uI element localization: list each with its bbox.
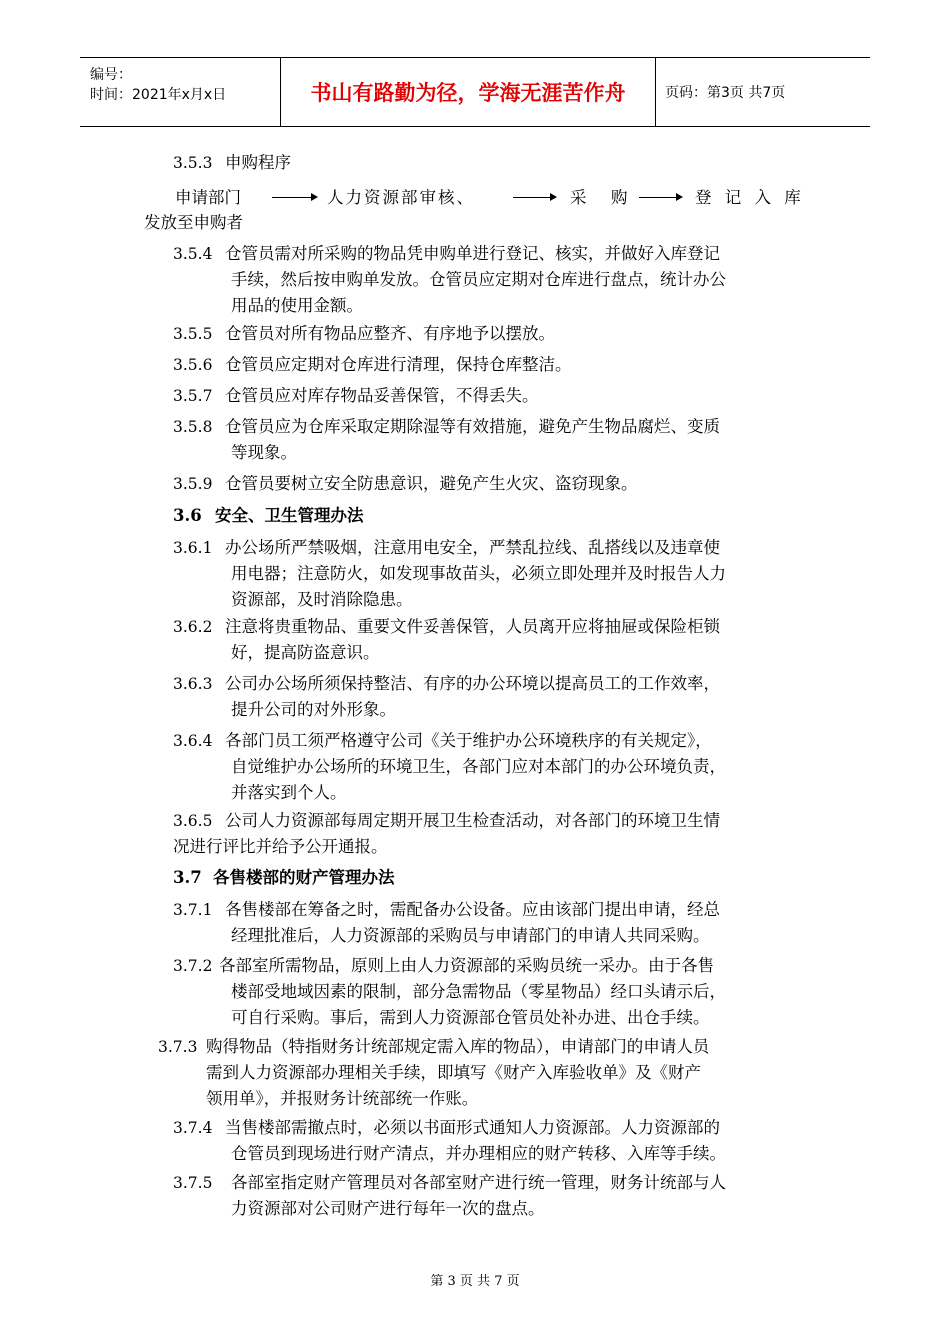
clause-number: 3.5.4 <box>173 245 213 263</box>
flow-step-hr-review: 人力资源部审核、 <box>327 188 475 207</box>
clause-number: 3.6.3 <box>173 675 213 693</box>
clause-3-5-3 <box>173 150 291 176</box>
section-number: 3.7 <box>173 868 202 887</box>
clause-3-5-8-line1 <box>173 414 720 440</box>
clause-number: 3.7.5 <box>173 1174 213 1192</box>
clause-number: 3.5.3 <box>173 154 213 172</box>
clause-3-6-4-line3: 并落实到个人。 <box>231 783 347 802</box>
clause-3-5-6 <box>173 352 572 378</box>
arrow-right-icon <box>639 197 681 198</box>
clause-text: 购得物品（特指财务计统部规定需入库的物品），申请部门的申请人员 <box>206 1037 710 1056</box>
clause-number: 3.6.4 <box>173 732 213 750</box>
clause-3-7-4-line1 <box>173 1115 720 1141</box>
page-footer: 第 3 页 共 7 页 <box>430 1274 520 1289</box>
clause-3-7-3-line1 <box>158 1034 709 1060</box>
clause-number: 3.6.2 <box>173 618 213 636</box>
section-title: 安全、卫生管理办法 <box>215 506 364 525</box>
clause-text: 仓管员要树立安全防患意识，避免产生火灾、盗窃现象。 <box>225 474 638 493</box>
flow-step-procure: 采 购 <box>570 188 632 207</box>
clause-3-7-3-line2: 需到人力资源部办理相关手续，即填写《财产入库验收单》及《财产 <box>206 1063 701 1082</box>
clause-text: 各部室所需物品，原则上由人力资源部的采购员统一采办。由于各售 <box>219 956 714 975</box>
clause-3-5-9 <box>173 471 638 497</box>
clause-text: 当售楼部需撤点时，必须以书面形式通知人力资源部。人力资源部的 <box>225 1118 720 1137</box>
clause-number: 3.5.5 <box>173 325 213 343</box>
clause-number: 3.5.6 <box>173 356 213 374</box>
section-heading-3-6 <box>173 503 364 529</box>
clause-3-7-5-line1 <box>173 1170 726 1196</box>
header-motto: 书山有路勤为径，学海无涯苦作舟 <box>310 81 626 105</box>
clause-3-7-4-line2: 仓管员到现场进行财产清点，并办理相应的财产转移、入库等手续。 <box>231 1144 726 1163</box>
doc-number-label: 编号： <box>90 67 132 83</box>
clause-3-6-3-line1 <box>173 671 720 697</box>
clause-3-6-4-line2: 自觉维护办公场所的环境卫生，各部门应对本部门的办公环境负责， <box>231 757 726 776</box>
arrow-right-icon <box>272 197 316 198</box>
clause-3-5-4-line3: 用品的使用金额。 <box>231 296 363 315</box>
clause-text: 公司人力资源部每周定期开展卫生检查活动，对各部门的环境卫生情 <box>225 811 720 830</box>
doc-time-label: 时间：2021年x月x日 <box>90 87 227 103</box>
clause-3-6-1-line3: 资源部，及时消除隐患。 <box>231 590 413 609</box>
section-heading-3-7 <box>173 865 395 891</box>
clause-text: 仓管员应对库存物品妥善保管，不得丢失。 <box>225 386 539 405</box>
clause-3-6-4-line1 <box>173 728 712 754</box>
clause-number: 3.5.7 <box>173 387 213 405</box>
arrow-right-icon <box>513 197 555 198</box>
flow-step-apply-dept: 申请部门 <box>175 188 241 207</box>
clause-3-6-1-line2: 用电器；注意防火，如发现事故苗头，必须立即处理并及时报告人力 <box>231 564 726 583</box>
header-divider <box>655 58 656 126</box>
clause-3-7-1-line1 <box>173 897 720 923</box>
clause-text: 注意将贵重物品、重要文件妥善保管，人员离开应将抽屉或保险柜锁 <box>225 617 720 636</box>
clause-3-7-2-line1 <box>173 953 714 979</box>
clause-3-7-1-line2: 经理批准后，人力资源部的采购员与申请部门的申请人共同采购。 <box>231 926 710 945</box>
clause-3-5-7 <box>173 383 539 409</box>
clause-text: 公司办公场所须保持整洁、有序的办公环境以提高员工的工作效率， <box>225 674 720 693</box>
clause-3-5-4-line1 <box>173 241 720 267</box>
clause-3-6-5-line2: 况进行评比并给予公开通报。 <box>173 837 388 856</box>
clause-3-6-1-line1 <box>173 535 720 561</box>
clause-number: 3.6.1 <box>173 539 213 557</box>
clause-number: 3.7.2 <box>173 957 213 975</box>
clause-text: 仓管员应定期对仓库进行清理，保持仓库整洁。 <box>225 355 572 374</box>
clause-3-7-2-line3: 可自行采购。事后，需到人力资源部仓管员处补办进、出仓手续。 <box>231 1008 710 1027</box>
clause-number: 3.7.3 <box>158 1038 198 1056</box>
clause-3-6-5-line1 <box>173 808 720 834</box>
clause-3-5-5 <box>173 321 555 347</box>
clause-text: 仓管员需对所采购的物品凭申购单进行登记、核实，并做好入库登记 <box>225 244 720 263</box>
clause-3-6-3-line2: 提升公司的对外形象。 <box>231 700 396 719</box>
flow-step-register: 登 记 入 库 <box>695 188 805 207</box>
page-header <box>80 57 870 127</box>
clause-3-7-3-line3: 领用单》，并报财务计统部统一作账。 <box>206 1089 479 1108</box>
clause-number: 3.7.4 <box>173 1119 213 1137</box>
clause-text: 各售楼部在筹备之时，需配备办公设备。应由该部门提出申请，经总 <box>225 900 720 919</box>
purchase-flow <box>175 184 805 210</box>
section-title: 各售楼部的财产管理办法 <box>213 868 395 887</box>
clause-3-5-4-line2: 手续，然后按申购单发放。仓管员应定期对仓库进行盘点，统计办公 <box>231 270 726 289</box>
clause-number: 3.5.8 <box>173 418 213 436</box>
header-meta <box>80 58 280 126</box>
clause-text: 各部门员工须严格遵守公司《关于维护办公环境秩序的有关规定》， <box>225 731 712 750</box>
header-page-info: 页码：第3页 共7页 <box>665 85 786 101</box>
clause-3-5-8-line2: 等现象。 <box>231 443 297 462</box>
clause-text: 各部室指定财产管理员对各部室财产进行统一管理，财务计统部与人 <box>231 1173 726 1192</box>
clause-3-6-2-line1 <box>173 614 720 640</box>
clause-3-7-5-line2: 力资源部对公司财产进行每年一次的盘点。 <box>231 1199 545 1218</box>
clause-number: 3.6.5 <box>173 812 213 830</box>
clause-text: 仓管员应为仓库采取定期除湿等有效措施，避免产生物品腐烂、变质 <box>225 417 720 436</box>
clause-number: 3.7.1 <box>173 901 213 919</box>
clause-text: 申购程序 <box>225 153 291 172</box>
clause-3-7-2-line2: 楼部受地域因素的限制，部分急需物品（零星物品）经口头请示后， <box>231 982 726 1001</box>
flow-tail: 发放至申购者 <box>144 213 243 232</box>
clause-text: 办公场所严禁吸烟，注意用电安全，严禁乱拉线、乱搭线以及违章使 <box>225 538 720 557</box>
section-number: 3.6 <box>173 506 202 525</box>
clause-number: 3.5.9 <box>173 475 213 493</box>
clause-text: 仓管员对所有物品应整齐、有序地予以摆放。 <box>225 324 555 343</box>
clause-3-6-2-line2: 好，提高防盗意识。 <box>231 643 380 662</box>
